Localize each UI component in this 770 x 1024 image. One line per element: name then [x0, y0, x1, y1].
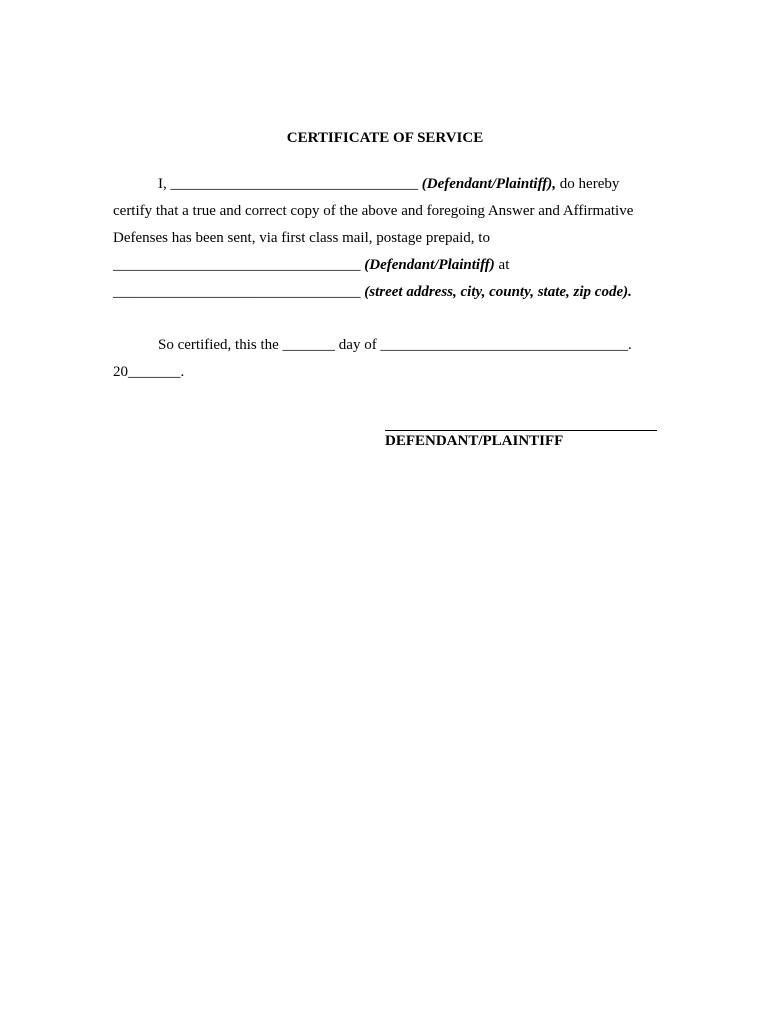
- recipient-line: [113, 256, 509, 274]
- recipient-role: (Defendant/Plaintiff): [364, 257, 495, 273]
- recipient-blank: _________________________________: [113, 257, 365, 273]
- certified-date-line: So certified, this the _______ day of _________________________________.: [158, 337, 632, 353]
- signature-line: [385, 430, 657, 431]
- certify-line-1-suffix: do hereby: [556, 176, 620, 192]
- certifier-blank: I, _________________________________: [158, 176, 422, 192]
- document-title: CERTIFICATE OF SERVICE: [286, 130, 484, 146]
- recipient-suffix: at: [494, 257, 510, 273]
- certifier-role: (Defendant/Plaintiff),: [421, 176, 557, 192]
- certify-line-1: [158, 175, 619, 193]
- signature-label: DEFENDANT/PLAINTIFF: [385, 433, 564, 449]
- address-hint: (street address, city, county, state, zip code).: [364, 284, 632, 300]
- certified-year-line: 20_______.: [113, 364, 185, 380]
- certify-line-3: Defenses has been sent, via first class mail, postage prepaid, to: [113, 230, 490, 246]
- address-line: [113, 283, 632, 301]
- address-blank: _________________________________: [113, 284, 365, 300]
- certify-line-2: certify that a true and correct copy of the above and foregoing Answer and Affirmative: [113, 203, 634, 219]
